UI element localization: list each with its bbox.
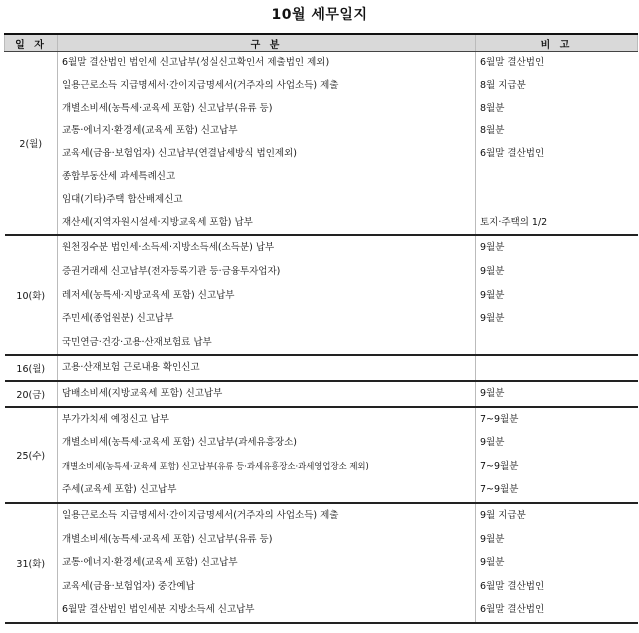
category-cell (58, 381, 476, 407)
note-item: 9월분 (480, 437, 505, 449)
date-cell: 31(화) (5, 503, 58, 623)
note-item: 8월분 (480, 125, 505, 137)
category-item: 임대(기타)주택 합산배제신고 (62, 193, 183, 205)
category-item: 개별소비세(농특세·교육세 포함) 신고납부(유류 등·과세유흥장소·과세영업장소 제외) (62, 460, 369, 471)
note-item: 9월분 (480, 557, 505, 569)
note-cell (476, 235, 638, 355)
category-item: 주민세(종업원분) 신고납부 (62, 313, 174, 325)
category-item: 개별소비세(농특세·교육세 포함) 신고납부(유류 등) (62, 533, 273, 545)
category-item: 원천징수분 법인세·소득세·지방소득세(소득분) 납부 (62, 242, 275, 254)
date-cell: 20(금) (5, 381, 58, 407)
note-item (476, 189, 638, 212)
note-item: 6월말 결산법인 (480, 604, 545, 616)
category-item: 부가가치세 예정신고 납부 (62, 413, 169, 425)
category-cell (58, 407, 476, 503)
category-item: 국민연금·건강·고용·산재보험료 납부 (62, 336, 212, 348)
table-row (5, 407, 638, 503)
table-row (5, 503, 638, 623)
note-item: 7~9월분 (480, 484, 519, 496)
note-item (476, 166, 638, 189)
category-cell (58, 52, 476, 236)
category-cell (58, 235, 476, 355)
note-cell (476, 407, 638, 503)
note-item: 6월말 결산법인 (480, 57, 545, 68)
table-row (5, 235, 638, 355)
table-row (5, 381, 638, 407)
note-item: 9월분 (480, 265, 505, 277)
category-item: 개별소비세(농특세·교육세 포함) 신고납부(유류 등) (62, 102, 273, 114)
note-item (476, 356, 638, 380)
category-item: 일용근로소득 지급명세서·간이지급명세서(거주자의 사업소득) 제출 (62, 509, 339, 521)
note-item: 9월분 (480, 289, 505, 301)
category-item: 재산세(지역자원시설세·지방교육세 포함) 납부 (62, 216, 253, 228)
category-cell (58, 503, 476, 623)
note-item: 9월 지급분 (480, 509, 526, 521)
date-cell: 10(화) (5, 235, 58, 355)
category-item: 교통·에너지·환경세(교육세 포함) 신고납부 (62, 557, 238, 569)
note-item: 6월말 결산법인 (480, 580, 545, 592)
note-item: 9월분 (480, 533, 505, 545)
category-cell (58, 355, 476, 381)
note-cell (476, 52, 638, 236)
category-item: 일용근로소득 지급명세서·간이지급명세서(거주자의 사업소득) 제출 (62, 79, 339, 91)
note-item: 7~9월분 (480, 460, 519, 472)
header-note: 비 고 (476, 34, 638, 52)
note-item: 7~9월분 (480, 413, 519, 425)
note-item: 6월말 결산법인 (480, 148, 545, 160)
note-cell (476, 381, 638, 407)
category-item: 담배소비세(지방교육세 포함) 신고납부 (62, 387, 223, 399)
page-title: 10월 세무일지 (271, 7, 368, 23)
note-cell (476, 355, 638, 381)
date-cell: 16(월) (5, 355, 58, 381)
category-item: 레저세(농특세·지방교육세 포함) 신고납부 (62, 289, 235, 301)
note-item: 토지·주택의 1/2 (480, 216, 548, 228)
table-header-row (5, 34, 638, 52)
category-item: 개별소비세(농특세·교육세 포함) 신고납부(과세유흥장소) (62, 437, 297, 449)
category-item: 6월말 결산법인 법인세분 지방소득세 신고납부 (62, 604, 255, 616)
category-item: 교육세(금융·보험업자) 신고납부(연결납세방식 법인제외) (62, 148, 297, 160)
tax-schedule-table (4, 33, 638, 624)
note-item: 8월 지급분 (480, 79, 526, 91)
category-item: 고용·산재보험 근로내용 확인신고 (62, 362, 200, 374)
table-row (5, 355, 638, 381)
note-item: 8월분 (480, 102, 505, 114)
date-cell: 2(월) (5, 52, 58, 236)
table-body (5, 52, 638, 623)
category-item: 증권거래세 신고납부(전자등록기관 등·금융투자업자) (62, 265, 281, 277)
note-item: 9월분 (480, 313, 505, 325)
date-cell: 25(수) (5, 407, 58, 503)
category-item: 교육세(금융·보험업자) 중간예납 (62, 580, 195, 592)
category-item: 교통·에너지·환경세(교육세 포함) 신고납부 (62, 125, 238, 137)
table-row (5, 52, 638, 236)
category-item: 6월말 결산법인 법인세 신고납부(성실신고확인서 제출법인 제외) (62, 57, 330, 68)
header-category: 구 분 (58, 34, 476, 52)
note-item: 9월분 (480, 387, 505, 399)
note-item (476, 331, 638, 355)
category-item: 종합부동산세 과세특례신고 (62, 170, 176, 182)
header-date: 일 자 (5, 34, 58, 52)
note-cell (476, 503, 638, 623)
category-item: 주세(교육세 포함) 신고납부 (62, 484, 177, 496)
note-item: 9월분 (480, 242, 505, 254)
